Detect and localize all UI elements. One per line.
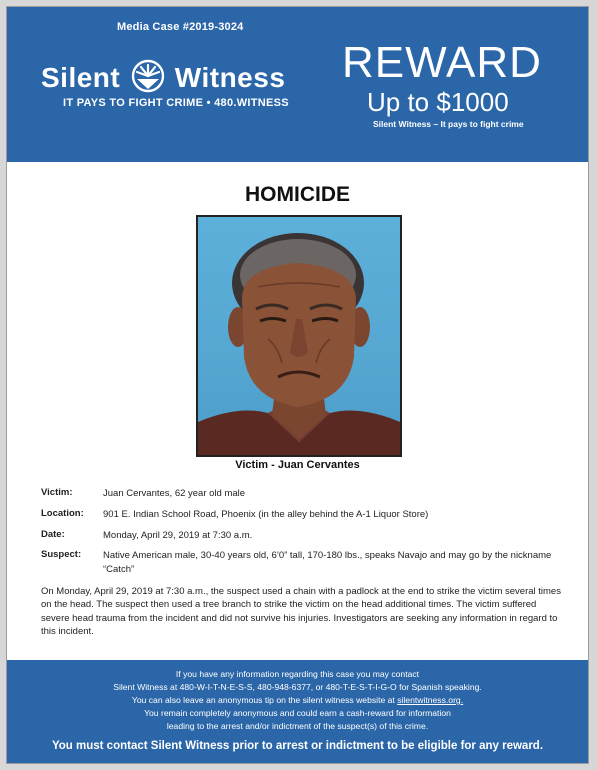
flyer-header — [7, 7, 588, 162]
case-details — [41, 487, 561, 584]
website-link[interactable]: silentwitness.org. — [397, 695, 464, 705]
detail-label: Date: — [41, 528, 65, 540]
reward-title: REWARD — [342, 38, 542, 87]
page-title: HOMICIDE — [245, 183, 350, 206]
media-case-number: Media Case #2019-3024 — [117, 21, 244, 33]
contact-line: You remain completely anonymous and could earn a cash-reward for information — [144, 708, 451, 718]
detail-value: Native American male, 30-40 years old, 6’0” tall, 170-180 lbs., speaks Navajo and may go by the nickname “Catch” — [103, 550, 552, 576]
detail-row-location — [41, 508, 561, 522]
detail-value: Juan Cervantes, 62 year old male — [103, 488, 246, 499]
detail-label: Location: — [41, 507, 84, 519]
silent-witness-logo — [41, 59, 285, 94]
contact-line: Silent Witness at 480-W-I-T-N-E-S-S, 480-948-6377, or 480-T-E-S-T-I-G-O for Spanish speaking. — [113, 682, 482, 692]
detail-label: Victim: — [41, 487, 73, 498]
brand-right: Witness — [174, 62, 286, 93]
contact-info — [7, 660, 588, 733]
website-prefix: You can also leave an anonymous tip on the silent witness website at — [131, 695, 398, 705]
brand-tagline: IT PAYS TO FIGHT CRIME • 480.WITNESS — [63, 97, 289, 109]
case-narrative: On Monday, April 29, 2019 at 7:30 a.m., the suspect used a chain with a padlock at the end to strike the victim several times on the head. The suspect then used a tree branch to strike the victim on the head additional times. The victim suffered severe head trauma from the incident and did not survive his injuries. Investigators are seeking any information in regard to this incident. — [41, 586, 561, 638]
contact-line — [7, 694, 588, 707]
photo-caption: Victim - Juan Cervantes — [235, 459, 360, 471]
detail-value: Monday, April 29, 2019 at 7:30 a.m. — [103, 529, 253, 541]
sunburst-icon — [131, 59, 165, 93]
flyer — [6, 6, 589, 764]
detail-row-suspect — [41, 549, 561, 577]
detail-row-date — [41, 529, 561, 543]
contact-line: leading to the arrest and/or indictment of the suspect(s) of this crime. — [166, 721, 429, 731]
brand-left: Silent — [41, 62, 121, 93]
victim-portrait-image — [198, 217, 400, 455]
reward-amount: Up to $1000 — [367, 87, 509, 117]
detail-value: 901 E. Indian School Road, Phoenix (in the alley behind the A-1 Liquor Store) — [103, 508, 429, 520]
flyer-footer — [7, 660, 588, 763]
detail-row-victim — [41, 487, 561, 501]
reward-tagline: Silent Witness – It pays to fight crime — [373, 119, 524, 129]
eligibility-notice: You must contact Silent Witness prior to arrest or indictment to be eligible for any reward. — [51, 740, 544, 752]
victim-photo — [196, 215, 402, 457]
contact-line: If you have any information regarding this case you may contact — [175, 669, 420, 679]
detail-label: Suspect: — [41, 549, 82, 561]
